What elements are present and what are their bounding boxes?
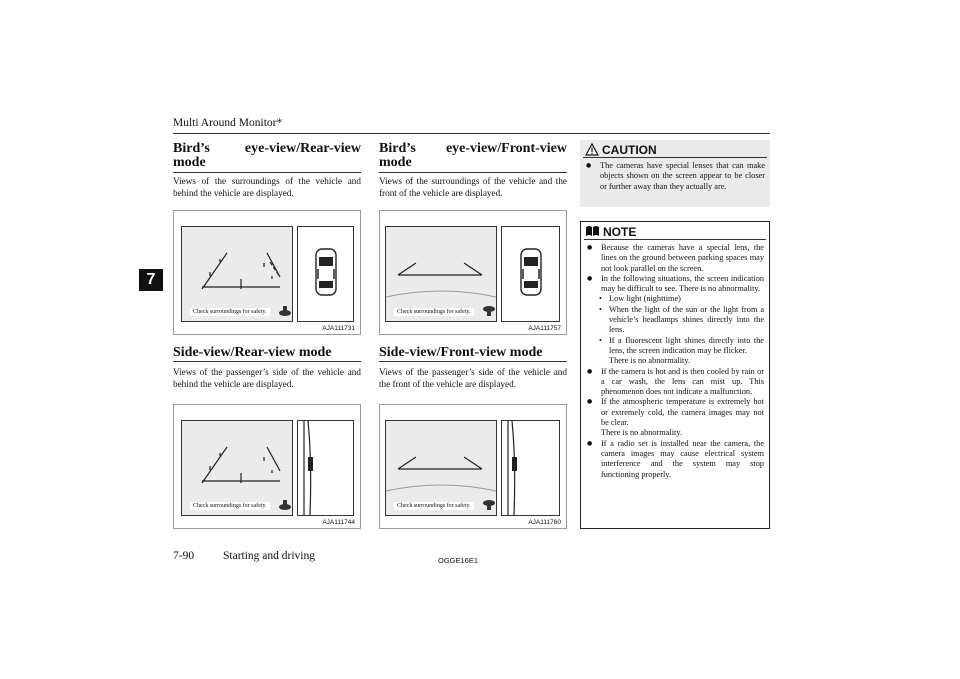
camera-view bbox=[181, 226, 293, 322]
section-title-side-rear: Side-view/Rear-view mode bbox=[173, 345, 332, 360]
side-view-panel bbox=[297, 420, 354, 516]
note-text bbox=[585, 243, 764, 480]
note-title: NOTE bbox=[603, 225, 637, 239]
vehicle-icon bbox=[502, 227, 559, 321]
figure-side-front bbox=[379, 404, 567, 529]
camera-icon bbox=[278, 499, 292, 511]
section-body: Views of the passenger’s side of the vehicle and behind the vehicle are displayed. bbox=[173, 367, 361, 390]
figure-side-rear bbox=[173, 404, 361, 529]
caution-text: ● The cameras have special lenses that can make objects shown on the screen appear to be closer or further away than they actually are. bbox=[586, 161, 765, 191]
list-item: ● If a radio set is installed near the camera, the camera images may cause electrical system interference and the system may stop functioning properly. bbox=[587, 438, 764, 479]
section-rule bbox=[173, 361, 361, 362]
caution-box bbox=[580, 140, 770, 207]
check-surroundings-text: Check surroundings for safety. bbox=[190, 308, 270, 316]
guide-lines bbox=[386, 421, 496, 515]
caution-title: CAUTION bbox=[602, 143, 657, 157]
check-surroundings-text: Check surroundings for safety. bbox=[394, 502, 474, 510]
list-item: ● Because the cameras have a special lens, the lines on the ground between parking spaces may not look parallel on the screen. bbox=[587, 243, 764, 273]
running-header: Multi Around Monitor* bbox=[173, 117, 283, 129]
vehicle-icon bbox=[298, 227, 353, 321]
list-item: ● If the atmospheric temperature is extremely hot or extremely cold, the camera images may not be clear. There is no abnormality. bbox=[587, 397, 764, 438]
camera-icon bbox=[482, 499, 496, 511]
sub-list-item: • If a fluorescent light shines directly into the lens, the screen indication may be flicker. There is no abnormality. bbox=[599, 335, 764, 366]
chapter-tab: 7 bbox=[139, 269, 163, 291]
page-number: 7-90 bbox=[173, 550, 195, 562]
sub-list-item: • When the light of the sun or the light from a vehicle’s headlamps shines directly into the lens. bbox=[599, 304, 764, 335]
camera-view bbox=[385, 420, 497, 516]
section-title-birds-eye-front: Bird’s eye-view/Front-view mode bbox=[379, 141, 567, 170]
section-title-birds-eye-rear: Bird’s eye-view/Rear-view mode bbox=[173, 141, 361, 170]
figure-code: AJA111757 bbox=[528, 325, 561, 332]
header-rule bbox=[173, 133, 770, 134]
caution-rule bbox=[583, 157, 767, 158]
figure-code: AJA111760 bbox=[528, 519, 561, 526]
sub-list-item: • Low light (nighttime) bbox=[599, 294, 681, 304]
camera-icon bbox=[278, 305, 292, 317]
section-title-side-front: Side-view/Front-view mode bbox=[379, 345, 543, 360]
figure-code: AJA111731 bbox=[322, 325, 355, 332]
vehicle-overhead-panel bbox=[501, 226, 560, 322]
guide-lines bbox=[182, 227, 292, 321]
section-rule bbox=[379, 172, 567, 173]
note-box bbox=[580, 221, 770, 529]
list-item: ● In the following situations, the screen indication may be difficult to see. There is no abnormality. bbox=[587, 273, 764, 294]
check-surroundings-text: Check surroundings for safety. bbox=[394, 308, 474, 316]
camera-icon bbox=[482, 305, 496, 317]
guide-lines bbox=[386, 227, 496, 321]
note-book-icon bbox=[585, 225, 600, 237]
figure-code: AJA111744 bbox=[322, 519, 355, 526]
section-rule bbox=[379, 361, 567, 362]
section-body: Views of the surroundings of the vehicle and behind the vehicle are displayed. bbox=[173, 176, 361, 199]
vehicle-side-icon bbox=[298, 421, 353, 515]
bullet-icon: ● bbox=[586, 162, 592, 169]
figure-birds-eye-front bbox=[379, 210, 567, 335]
footer-section: Starting and driving bbox=[223, 550, 315, 562]
figure-birds-eye-rear bbox=[173, 210, 361, 335]
camera-view bbox=[181, 420, 293, 516]
camera-view bbox=[385, 226, 497, 322]
vehicle-overhead-panel bbox=[297, 226, 354, 322]
document-id: OGGE16E1 bbox=[438, 556, 479, 565]
list-item: ● If the camera is hot and is then cooled by rain or a car wash, the lens can mist up. This phenomenon does not indicate a malfunction. bbox=[587, 366, 764, 397]
side-view-panel bbox=[501, 420, 560, 516]
warning-triangle-icon bbox=[585, 143, 599, 156]
section-body: Views of the surroundings of the vehicle and the front of the vehicle are displayed. bbox=[379, 176, 567, 199]
vehicle-side-icon bbox=[502, 421, 559, 515]
note-rule bbox=[584, 239, 766, 240]
section-rule bbox=[173, 172, 361, 173]
check-surroundings-text: Check surroundings for safety. bbox=[190, 502, 270, 510]
guide-lines bbox=[182, 421, 292, 515]
section-body: Views of the passenger’s side of the vehicle and the front of the vehicle are displayed. bbox=[379, 367, 567, 390]
